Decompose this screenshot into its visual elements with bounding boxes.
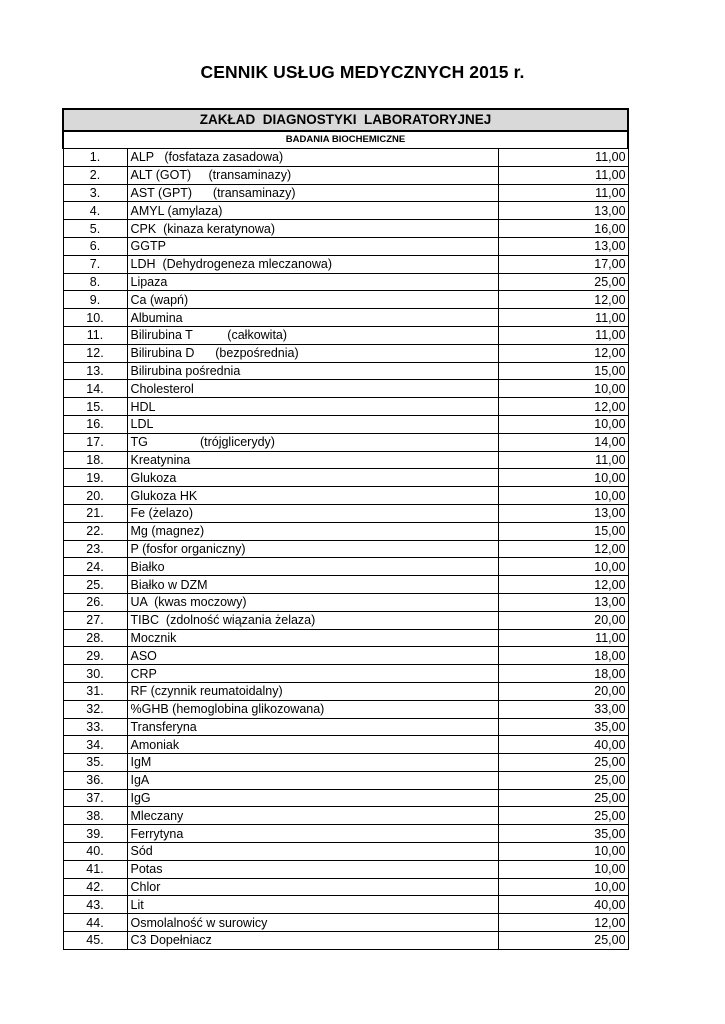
item-number: 43. (63, 896, 127, 914)
item-number: 41. (63, 860, 127, 878)
test-price: 12,00 (498, 398, 628, 416)
table-row (63, 843, 628, 861)
department-title: ZAKŁAD DIAGNOSTYKI LABORATORYJNEJ (63, 109, 628, 131)
test-price: 11,00 (498, 326, 628, 344)
item-number: 34. (63, 736, 127, 754)
test-name: Mg (magnez) (127, 522, 498, 540)
table-row (63, 700, 628, 718)
item-number: 27. (63, 611, 127, 629)
test-name: Lit (127, 896, 498, 914)
item-number: 24. (63, 558, 127, 576)
test-name: %GHB (hemoglobina glikozowana) (127, 700, 498, 718)
test-price: 15,00 (498, 522, 628, 540)
test-price: 40,00 (498, 896, 628, 914)
item-number: 25. (63, 576, 127, 594)
item-number: 8. (63, 273, 127, 291)
item-number: 17. (63, 433, 127, 451)
test-price: 10,00 (498, 380, 628, 398)
test-name: Ca (wapń) (127, 291, 498, 309)
table-row (63, 522, 628, 540)
item-number: 35. (63, 754, 127, 772)
table-row (63, 611, 628, 629)
test-price: 10,00 (498, 415, 628, 433)
table-row (63, 771, 628, 789)
test-price: 12,00 (498, 914, 628, 932)
table-row (63, 647, 628, 665)
test-name: IgG (127, 789, 498, 807)
item-number: 4. (63, 202, 127, 220)
table-row (63, 593, 628, 611)
item-number: 38. (63, 807, 127, 825)
test-name: Kreatynina (127, 451, 498, 469)
test-price: 25,00 (498, 273, 628, 291)
test-price: 15,00 (498, 362, 628, 380)
test-name: AMYL (amylaza) (127, 202, 498, 220)
test-name: C3 Dopełniacz (127, 932, 498, 950)
test-name: Bilirubina T (całkowita) (127, 326, 498, 344)
test-name: Transferyna (127, 718, 498, 736)
test-price: 25,00 (498, 789, 628, 807)
test-name: TIBC (zdolność wiązania żelaza) (127, 611, 498, 629)
department-header-row (63, 109, 628, 131)
item-number: 28. (63, 629, 127, 647)
price-table (62, 108, 629, 950)
item-number: 26. (63, 593, 127, 611)
test-price: 10,00 (498, 878, 628, 896)
table-row (63, 878, 628, 896)
table-row (63, 362, 628, 380)
table-row (63, 558, 628, 576)
item-number: 9. (63, 291, 127, 309)
test-price: 40,00 (498, 736, 628, 754)
item-number: 45. (63, 932, 127, 950)
test-price: 25,00 (498, 932, 628, 950)
test-name: Osmolalność w surowicy (127, 914, 498, 932)
test-price: 18,00 (498, 665, 628, 683)
item-number: 29. (63, 647, 127, 665)
test-price: 18,00 (498, 647, 628, 665)
table-row (63, 184, 628, 202)
table-row (63, 504, 628, 522)
test-name: GGTP (127, 237, 498, 255)
test-price: 10,00 (498, 558, 628, 576)
table-row (63, 220, 628, 238)
item-number: 44. (63, 914, 127, 932)
item-number: 30. (63, 665, 127, 683)
test-price: 11,00 (498, 149, 628, 167)
test-name: Mleczany (127, 807, 498, 825)
test-price: 35,00 (498, 825, 628, 843)
test-price: 12,00 (498, 291, 628, 309)
table-row (63, 291, 628, 309)
table-row (63, 202, 628, 220)
item-number: 22. (63, 522, 127, 540)
price-table-body (63, 109, 628, 949)
test-price: 12,00 (498, 540, 628, 558)
test-price: 11,00 (498, 184, 628, 202)
test-name: TG (trójglicerydy) (127, 433, 498, 451)
test-price: 10,00 (498, 487, 628, 505)
test-price: 17,00 (498, 255, 628, 273)
table-row (63, 914, 628, 932)
table-row (63, 326, 628, 344)
test-name: Amoniak (127, 736, 498, 754)
item-number: 15. (63, 398, 127, 416)
item-number: 40. (63, 843, 127, 861)
item-number: 20. (63, 487, 127, 505)
table-row (63, 469, 628, 487)
item-number: 42. (63, 878, 127, 896)
item-number: 5. (63, 220, 127, 238)
test-name: UA (kwas moczowy) (127, 593, 498, 611)
item-number: 11. (63, 326, 127, 344)
table-row (63, 398, 628, 416)
table-row (63, 754, 628, 772)
table-row (63, 860, 628, 878)
table-row (63, 807, 628, 825)
table-row (63, 380, 628, 398)
table-row (63, 344, 628, 362)
test-name: Albumina (127, 309, 498, 327)
table-row (63, 451, 628, 469)
test-name: LDH (Dehydrogeneza mleczanowa) (127, 255, 498, 273)
test-name: Bilirubina D (bezpośrednia) (127, 344, 498, 362)
item-number: 14. (63, 380, 127, 398)
test-price: 13,00 (498, 237, 628, 255)
test-name: Białko w DZM (127, 576, 498, 594)
test-price: 13,00 (498, 593, 628, 611)
test-price: 33,00 (498, 700, 628, 718)
test-name: Ferrytyna (127, 825, 498, 843)
test-name: LDL (127, 415, 498, 433)
item-number: 32. (63, 700, 127, 718)
test-price: 20,00 (498, 682, 628, 700)
test-name: Potas (127, 860, 498, 878)
test-name: Fe (żelazo) (127, 504, 498, 522)
item-number: 13. (63, 362, 127, 380)
item-number: 23. (63, 540, 127, 558)
test-price: 16,00 (498, 220, 628, 238)
test-price: 35,00 (498, 718, 628, 736)
test-price: 11,00 (498, 166, 628, 184)
table-row (63, 682, 628, 700)
test-name: AST (GPT) (transaminazy) (127, 184, 498, 202)
test-name: ALT (GOT) (transaminazy) (127, 166, 498, 184)
item-number: 6. (63, 237, 127, 255)
table-row (63, 433, 628, 451)
item-number: 16. (63, 415, 127, 433)
test-name: Cholesterol (127, 380, 498, 398)
section-header-row (63, 131, 628, 149)
table-row (63, 149, 628, 167)
test-price: 11,00 (498, 629, 628, 647)
item-number: 7. (63, 255, 127, 273)
test-name: Glukoza HK (127, 487, 498, 505)
item-number: 1. (63, 149, 127, 167)
item-number: 31. (63, 682, 127, 700)
test-name: HDL (127, 398, 498, 416)
table-row (63, 932, 628, 950)
test-name: CRP (127, 665, 498, 683)
test-price: 13,00 (498, 202, 628, 220)
table-row (63, 576, 628, 594)
table-row (63, 718, 628, 736)
table-row (63, 540, 628, 558)
table-row (63, 309, 628, 327)
item-number: 3. (63, 184, 127, 202)
test-price: 12,00 (498, 576, 628, 594)
item-number: 37. (63, 789, 127, 807)
section-title: BADANIA BIOCHEMICZNE (63, 131, 628, 149)
test-name: CPK (kinaza keratynowa) (127, 220, 498, 238)
test-price: 25,00 (498, 807, 628, 825)
table-row (63, 166, 628, 184)
test-name: Białko (127, 558, 498, 576)
test-price: 25,00 (498, 771, 628, 789)
test-name: P (fosfor organiczny) (127, 540, 498, 558)
item-number: 36. (63, 771, 127, 789)
table-row (63, 629, 628, 647)
test-name: Bilirubina pośrednia (127, 362, 498, 380)
table-row (63, 789, 628, 807)
test-name: Mocznik (127, 629, 498, 647)
test-name: Chlor (127, 878, 498, 896)
table-row (63, 736, 628, 754)
item-number: 39. (63, 825, 127, 843)
test-name: Lipaza (127, 273, 498, 291)
item-number: 21. (63, 504, 127, 522)
item-number: 12. (63, 344, 127, 362)
test-price: 10,00 (498, 843, 628, 861)
test-name: ALP (fosfataza zasadowa) (127, 149, 498, 167)
test-name: IgM (127, 754, 498, 772)
test-price: 25,00 (498, 754, 628, 772)
table-row (63, 415, 628, 433)
test-name: ASO (127, 647, 498, 665)
test-price: 20,00 (498, 611, 628, 629)
item-number: 33. (63, 718, 127, 736)
table-row (63, 665, 628, 683)
item-number: 10. (63, 309, 127, 327)
test-price: 11,00 (498, 309, 628, 327)
test-price: 10,00 (498, 860, 628, 878)
test-price: 14,00 (498, 433, 628, 451)
test-price: 12,00 (498, 344, 628, 362)
test-price: 13,00 (498, 504, 628, 522)
table-row (63, 896, 628, 914)
table-row (63, 237, 628, 255)
item-number: 2. (63, 166, 127, 184)
test-price: 11,00 (498, 451, 628, 469)
test-name: RF (czynnik reumatoidalny) (127, 682, 498, 700)
test-name: Sód (127, 843, 498, 861)
table-row (63, 487, 628, 505)
table-row (63, 255, 628, 273)
item-number: 18. (63, 451, 127, 469)
item-number: 19. (63, 469, 127, 487)
test-name: IgA (127, 771, 498, 789)
table-row (63, 825, 628, 843)
test-name: Glukoza (127, 469, 498, 487)
table-row (63, 273, 628, 291)
test-price: 10,00 (498, 469, 628, 487)
page-title: CENNIK USŁUG MEDYCZNYCH 2015 r. (200, 62, 525, 82)
